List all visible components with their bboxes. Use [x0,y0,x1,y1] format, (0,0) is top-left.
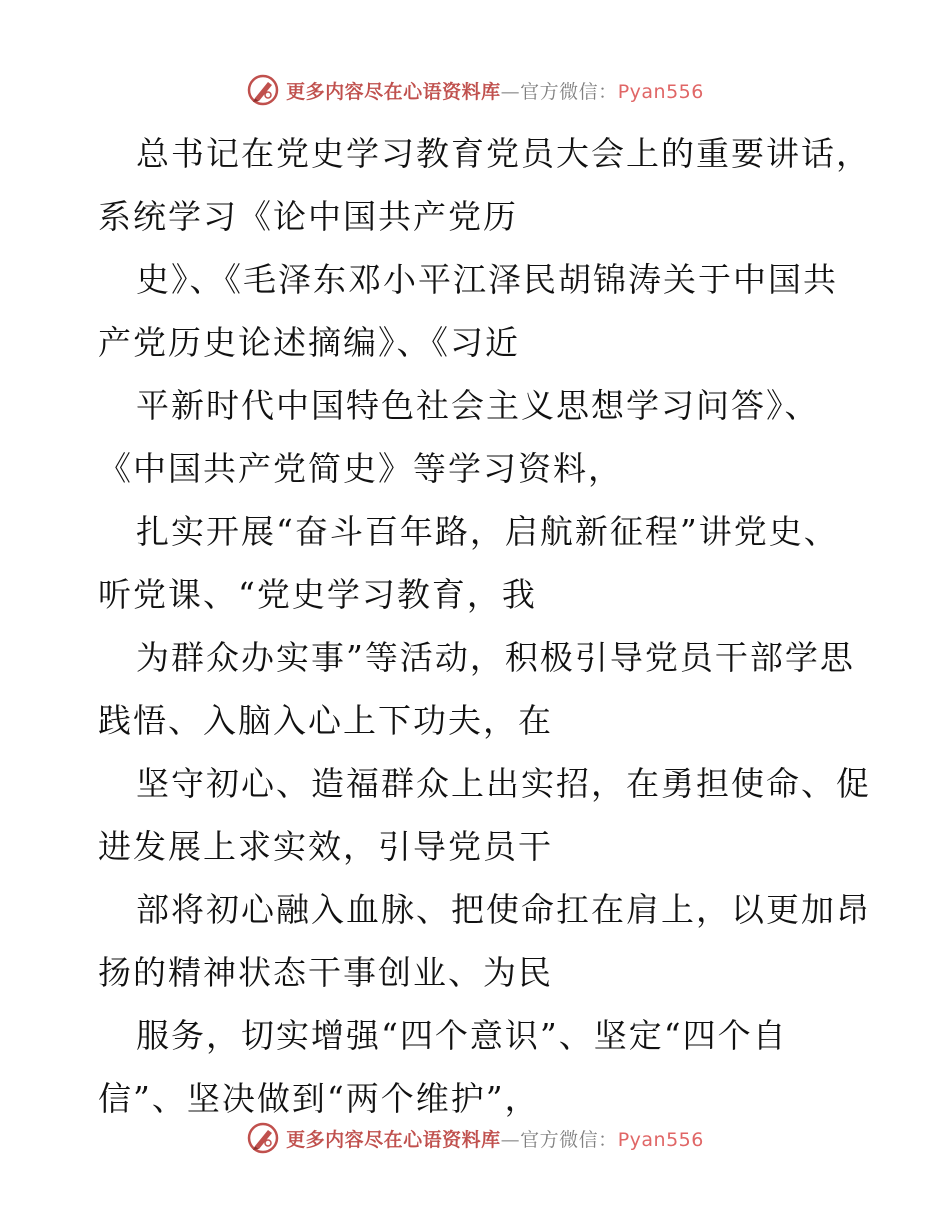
watermark-separator: — [500,80,521,103]
text-line: 部将初心融入血脉、把使命扛在肩上，以更加昂 [136,890,871,929]
watermark-id: Pyan556 [617,1128,704,1151]
text-line: 扎实开展“奋斗百年路，启航新征程”讲党史、 [136,512,839,551]
watermark-main-text: 更多内容尽在心语资料库 [286,1128,501,1151]
text-line: 系统学习《论中国共产党历 [98,197,518,236]
watermark-label: 官方微信： [520,80,618,103]
header-watermark-text [286,77,704,104]
footer-watermark [0,1118,950,1158]
text-line: 践悟、入脑入心上下功夫，在 [98,701,553,740]
text-line: 听党课、“党史学习教育，我 [98,575,537,614]
footer-watermark-text [286,1125,704,1152]
text-line: 为群众办实事”等活动，积极引导党员干部学思 [136,638,855,677]
text-line: 信”、坚决做到“两个维护”， [98,1079,540,1118]
pen-logo-icon [246,73,280,107]
text-line: 《中国共产党简史》等学习资料， [98,449,623,488]
watermark-id: Pyan556 [617,80,704,103]
text-line: 进发展上求实效，引导党员干 [98,827,553,866]
text-line: 总书记在党史学习教育党员大会上的重要讲话， [136,134,871,173]
watermark-main-text: 更多内容尽在心语资料库 [286,80,501,103]
text-line: 扬的精神状态干事创业、为民 [98,953,553,992]
text-line: 产党历史论述摘编》、《习近 [98,323,520,362]
pen-logo-icon [246,1121,280,1155]
text-line: 史》、《毛泽东邓小平江泽民胡锦涛关于中国共 [136,260,838,299]
watermark-label: 官方微信： [520,1128,618,1151]
watermark-separator: — [500,1128,521,1151]
body-text [98,122,871,1130]
text-line: 坚守初心、造福群众上出实招，在勇担使命、促 [136,764,871,803]
text-line: 平新时代中国特色社会主义思想学习问答》、 [136,386,820,425]
text-line: 服务，切实增强“四个意识”、坚定“四个自 [136,1016,788,1055]
header-watermark [0,70,950,110]
